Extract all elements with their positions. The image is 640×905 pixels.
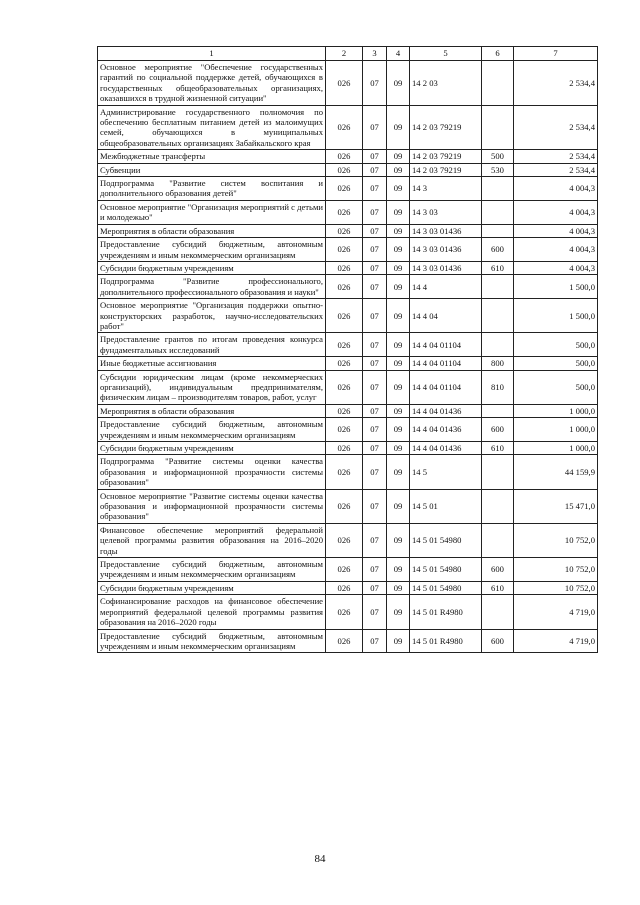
expense-type-code: 600 (482, 629, 514, 653)
subsection-code: 09 (387, 299, 410, 333)
row-name: Финансовое обеспечение мероприятий федеральной целевой программы развития образования на 2016–2020 годы (98, 523, 326, 557)
ved-code: 026 (326, 105, 363, 150)
target-article-code: 14 5 01 54980 (410, 523, 482, 557)
row-name: Субсидии юридическим лицам (кроме некоммерческих организаций), индивидуальным предпринимателям, физическим лицам – производителям товаров, работ, услуг (98, 370, 326, 404)
expense-type-code: 810 (482, 370, 514, 404)
target-article-code: 14 5 01 (410, 489, 482, 523)
amount: 4 004,3 (514, 224, 598, 237)
amount: 4 004,3 (514, 261, 598, 274)
expense-type-code (482, 455, 514, 489)
subsection-code: 09 (387, 629, 410, 653)
expense-type-code (482, 224, 514, 237)
subsection-code: 09 (387, 61, 410, 106)
amount: 1 000,0 (514, 442, 598, 455)
subsection-code: 09 (387, 275, 410, 299)
expense-type-code: 610 (482, 442, 514, 455)
expense-type-code: 500 (482, 150, 514, 163)
target-article-code: 14 5 01 R4980 (410, 629, 482, 653)
row-name: Основное мероприятие "Организация мероприятий с детьми и молодежью" (98, 200, 326, 224)
amount: 2 534,4 (514, 150, 598, 163)
ved-code: 026 (326, 238, 363, 262)
expense-type-code (482, 489, 514, 523)
expense-type-code: 610 (482, 261, 514, 274)
table-row (98, 370, 598, 404)
expense-type-code (482, 333, 514, 357)
table-row (98, 299, 598, 333)
expense-type-code (482, 177, 514, 201)
subsection-code: 09 (387, 105, 410, 150)
row-name: Предоставление субсидий бюджетным, автономным учреждениям и иным некоммерческим организациям (98, 629, 326, 653)
subsection-code: 09 (387, 581, 410, 594)
expense-type-code (482, 61, 514, 106)
target-article-code: 14 5 01 54980 (410, 558, 482, 582)
section-code: 07 (363, 261, 387, 274)
expense-type-code: 800 (482, 357, 514, 370)
section-code: 07 (363, 523, 387, 557)
target-article-code: 14 2 03 79219 (410, 150, 482, 163)
table-row (98, 105, 598, 150)
subsection-code: 09 (387, 261, 410, 274)
target-article-code: 14 4 04 (410, 299, 482, 333)
amount: 10 752,0 (514, 581, 598, 594)
target-article-code: 14 3 03 01436 (410, 261, 482, 274)
section-code: 07 (363, 418, 387, 442)
ved-code: 026 (326, 224, 363, 237)
subsection-code: 09 (387, 558, 410, 582)
amount: 1 500,0 (514, 299, 598, 333)
section-code: 07 (363, 357, 387, 370)
subsection-code: 09 (387, 200, 410, 224)
section-code: 07 (363, 61, 387, 106)
section-code: 07 (363, 370, 387, 404)
section-code: 07 (363, 177, 387, 201)
table-row (98, 61, 598, 106)
table-row (98, 523, 598, 557)
table-row (98, 275, 598, 299)
subsection-code: 09 (387, 489, 410, 523)
row-name: Мероприятия в области образования (98, 224, 326, 237)
table-row (98, 455, 598, 489)
table-row (98, 489, 598, 523)
section-code: 07 (363, 163, 387, 176)
ved-code: 026 (326, 523, 363, 557)
section-code: 07 (363, 238, 387, 262)
ved-code: 026 (326, 629, 363, 653)
row-name: Подпрограмма "Развитие системы оценки качества образования и информационной прозрачности системы образования" (98, 455, 326, 489)
table-row (98, 163, 598, 176)
expense-type-code: 600 (482, 558, 514, 582)
target-article-code: 14 4 (410, 275, 482, 299)
table-row (98, 200, 598, 224)
section-code: 07 (363, 558, 387, 582)
target-article-code: 14 3 03 (410, 200, 482, 224)
section-code: 07 (363, 455, 387, 489)
target-article-code: 14 5 (410, 455, 482, 489)
subsection-code: 09 (387, 357, 410, 370)
ved-code: 026 (326, 200, 363, 224)
section-code: 07 (363, 299, 387, 333)
table-row (98, 442, 598, 455)
row-name: Основное мероприятие "Обеспечение государственных гарантий по социальной поддержке детей, обучающихся в государственных общеобразовательных организациях, оказавшихся в трудной жизненной ситуации" (98, 61, 326, 106)
row-name: Субсидии бюджетным учреждениям (98, 581, 326, 594)
amount: 4 719,0 (514, 595, 598, 629)
row-name: Субсидии бюджетным учреждениям (98, 261, 326, 274)
amount: 2 534,4 (514, 61, 598, 106)
section-code: 07 (363, 224, 387, 237)
amount: 44 159,9 (514, 455, 598, 489)
amount: 500,0 (514, 370, 598, 404)
amount: 500,0 (514, 333, 598, 357)
subsection-code: 09 (387, 442, 410, 455)
row-name: Предоставление субсидий бюджетным, автономным учреждениям и иным некоммерческим организациям (98, 238, 326, 262)
amount: 10 752,0 (514, 523, 598, 557)
table-row (98, 150, 598, 163)
table-row (98, 581, 598, 594)
target-article-code: 14 3 03 01436 (410, 224, 482, 237)
amount: 2 534,4 (514, 163, 598, 176)
amount: 1 500,0 (514, 275, 598, 299)
target-article-code: 14 3 03 01436 (410, 238, 482, 262)
section-code: 07 (363, 275, 387, 299)
amount: 4 004,3 (514, 238, 598, 262)
row-name: Иные бюджетные ассигнования (98, 357, 326, 370)
target-article-code: 14 5 01 R4980 (410, 595, 482, 629)
section-code: 07 (363, 595, 387, 629)
target-article-code: 14 4 04 01104 (410, 357, 482, 370)
row-name: Подпрограмма "Развитие профессионального, дополнительного профессионального образования и науки" (98, 275, 326, 299)
amount: 4 004,3 (514, 177, 598, 201)
ved-code: 026 (326, 455, 363, 489)
subsection-code: 09 (387, 177, 410, 201)
row-name: Мероприятия в области образования (98, 404, 326, 417)
table-row (98, 177, 598, 201)
target-article-code: 14 4 04 01104 (410, 370, 482, 404)
target-article-code: 14 5 01 54980 (410, 581, 482, 594)
row-name: Субвенции (98, 163, 326, 176)
row-name: Основное мероприятие "Организация поддержки опытно-конструкторских разработок, научно-исследовательских работ" (98, 299, 326, 333)
subsection-code: 09 (387, 455, 410, 489)
ved-code: 026 (326, 357, 363, 370)
subsection-code: 09 (387, 333, 410, 357)
row-name: Субсидии бюджетным учреждениям (98, 442, 326, 455)
section-code: 07 (363, 489, 387, 523)
subsection-code: 09 (387, 404, 410, 417)
ved-code: 026 (326, 275, 363, 299)
row-name: Подпрограмма "Развитие систем воспитания и дополнительного образования детей" (98, 177, 326, 201)
target-article-code: 14 4 04 01436 (410, 404, 482, 417)
expense-type-code (482, 200, 514, 224)
ved-code: 026 (326, 404, 363, 417)
amount: 2 534,4 (514, 105, 598, 150)
ved-code: 026 (326, 333, 363, 357)
subsection-code: 09 (387, 163, 410, 176)
target-article-code: 14 4 04 01436 (410, 442, 482, 455)
column-number: 4 (387, 47, 410, 61)
subsection-code: 09 (387, 238, 410, 262)
ved-code: 026 (326, 177, 363, 201)
column-number: 3 (363, 47, 387, 61)
target-article-code: 14 2 03 79219 (410, 105, 482, 150)
ved-code: 026 (326, 163, 363, 176)
column-number: 6 (482, 47, 514, 61)
table-row (98, 357, 598, 370)
section-code: 07 (363, 581, 387, 594)
amount: 4 004,3 (514, 200, 598, 224)
ved-code: 026 (326, 150, 363, 163)
section-code: 07 (363, 629, 387, 653)
section-code: 07 (363, 333, 387, 357)
subsection-code: 09 (387, 418, 410, 442)
table-row (98, 558, 598, 582)
ved-code: 026 (326, 595, 363, 629)
expense-type-code (482, 105, 514, 150)
amount: 1 000,0 (514, 418, 598, 442)
table-row (98, 238, 598, 262)
row-name: Предоставление субсидий бюджетным, автономным учреждениям и иным некоммерческим организациям (98, 558, 326, 582)
expense-type-code (482, 299, 514, 333)
row-name: Предоставление грантов по итогам проведения конкурса фундаментальных исследований (98, 333, 326, 357)
table-row (98, 333, 598, 357)
section-code: 07 (363, 404, 387, 417)
target-article-code: 14 4 04 01104 (410, 333, 482, 357)
target-article-code: 14 3 (410, 177, 482, 201)
ved-code: 026 (326, 581, 363, 594)
expense-type-code: 530 (482, 163, 514, 176)
table-row (98, 595, 598, 629)
ved-code: 026 (326, 489, 363, 523)
section-code: 07 (363, 442, 387, 455)
row-name: Администрирование государственного полномочия по обеспечению бесплатным питанием детей из малоимущих семей, обучающихся в муниципальных общеобразовательных организациях Забайкальского края (98, 105, 326, 150)
section-code: 07 (363, 150, 387, 163)
budget-table (97, 46, 598, 653)
row-name: Межбюджетные трансферты (98, 150, 326, 163)
ved-code: 026 (326, 299, 363, 333)
row-name: Основное мероприятие "Развитие системы оценки качества образования и информационной прозрачности системы образования" (98, 489, 326, 523)
amount: 4 719,0 (514, 629, 598, 653)
table-row (98, 629, 598, 653)
subsection-code: 09 (387, 523, 410, 557)
ved-code: 026 (326, 418, 363, 442)
column-number: 1 (98, 47, 326, 61)
amount: 1 000,0 (514, 404, 598, 417)
target-article-code: 14 2 03 79219 (410, 163, 482, 176)
column-number: 2 (326, 47, 363, 61)
amount: 500,0 (514, 357, 598, 370)
column-number: 5 (410, 47, 482, 61)
ved-code: 026 (326, 442, 363, 455)
column-number: 7 (514, 47, 598, 61)
table-row (98, 418, 598, 442)
expense-type-code (482, 523, 514, 557)
subsection-code: 09 (387, 595, 410, 629)
section-code: 07 (363, 200, 387, 224)
page-number: 84 (314, 853, 326, 865)
target-article-code: 14 4 04 01436 (410, 418, 482, 442)
table-row (98, 404, 598, 417)
row-name: Предоставление субсидий бюджетным, автономным учреждениям и иным некоммерческим организациям (98, 418, 326, 442)
expense-type-code (482, 595, 514, 629)
amount: 15 471,0 (514, 489, 598, 523)
column-number-row (98, 47, 598, 61)
row-name: Софинансирование расходов на финансовое обеспечение мероприятий федеральной целевой программы развития образования на 2016–2020 годы (98, 595, 326, 629)
table-row (98, 261, 598, 274)
expense-type-code (482, 275, 514, 299)
ved-code: 026 (326, 558, 363, 582)
expense-type-code (482, 404, 514, 417)
subsection-code: 09 (387, 224, 410, 237)
ved-code: 026 (326, 61, 363, 106)
table-row (98, 224, 598, 237)
expense-type-code: 610 (482, 581, 514, 594)
target-article-code: 14 2 03 (410, 61, 482, 106)
expense-type-code: 600 (482, 418, 514, 442)
amount: 10 752,0 (514, 558, 598, 582)
ved-code: 026 (326, 370, 363, 404)
subsection-code: 09 (387, 370, 410, 404)
ved-code: 026 (326, 261, 363, 274)
expense-type-code: 600 (482, 238, 514, 262)
budget-table-body (98, 47, 598, 653)
section-code: 07 (363, 105, 387, 150)
subsection-code: 09 (387, 150, 410, 163)
